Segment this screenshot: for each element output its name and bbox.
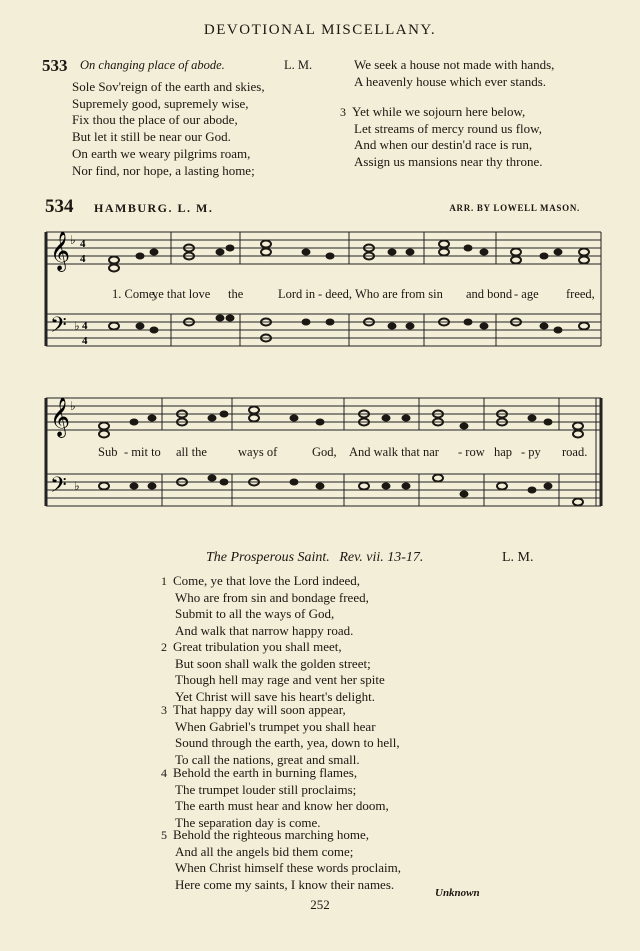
bass-clef-icon: 𝄢 [50,313,67,343]
lyric-syllable: Who are from sin [355,287,443,301]
verse-line: But soon shall walk the golden street; [175,655,371,671]
svg-text:4: 4 [80,238,86,250]
verse-line: The separation day is come. [175,814,321,830]
lyric-syllable: And walk that nar [349,445,439,459]
verse-line: The trumpet louder still proclaims; [175,781,357,797]
verse-line: But let it still be near our God. [72,128,231,144]
verse-line: Great tribulation you shall meet, [173,639,342,654]
hymn-533-meter: L. M. [284,58,313,72]
verse-number: 3 [340,105,346,119]
treble-clef-icon: 𝄞 [50,231,71,271]
verse-line: Assign us mansions near thy throne. [354,153,543,169]
scripture-reference: Rev. vii. 13-17. [339,550,424,565]
verse-line: When Gabriel's trumpet you shall hear [175,718,376,734]
verse-line: On earth we weary pilgrims roam, [72,146,251,161]
verse-line: Come, ye that love the Lord indeed, [173,573,361,588]
verse-line: To call the nations, great and small. [175,751,360,767]
lyric-syllable: - age [514,287,539,301]
verse-number: 4 [161,766,167,780]
verse-line: Behold the righteous marching home, [173,827,370,842]
lyric-syllable: freed, [566,287,595,301]
svg-text:4: 4 [80,253,86,265]
hymn-534-verse-4 [161,765,389,831]
verse-number: 1 [161,574,167,588]
verse-line: A heavenly house which ever stands. [354,73,547,89]
bass-clef-icon: 𝄢 [50,473,67,503]
verse-number: 2 [161,640,167,654]
hymn-533-verse-2 [58,146,255,179]
verse-line: Who are from sin and bondage freed, [175,589,369,605]
hymn-534-verse-2 [161,639,385,705]
verse-line: Supremely good, supremely wise, [72,95,249,111]
flat-icon: ♭ [70,399,76,413]
flat-icon: ♭ [70,233,76,247]
lyric-syllable: ways of [238,445,278,459]
hymn-534-verse-3 [161,702,400,768]
verse-line: And all the angels bid them come; [175,843,354,859]
verse-number: 3 [161,703,167,717]
treble-clef-icon: 𝄞 [50,397,71,437]
lyric-syllable: the [228,287,244,301]
lyric-syllable: road. [562,445,588,459]
tune-name: HAMBURG. L. M. [94,201,214,215]
flat-icon: ♭ [74,319,80,333]
hymn-534-meter: L. M. [502,550,534,565]
svg-text:4: 4 [82,320,88,332]
verse-line: The earth must hear and know her doom, [175,798,389,814]
lyric-syllable: 1. Come, [112,287,158,301]
flat-icon: ♭ [74,479,80,493]
verse-line: That happy day will soon appear, [173,702,346,717]
verse-line: Yet Christ will save his heart's delight. [175,688,375,704]
hymn-534-title-line [206,550,423,566]
hymn-533-number: 533 [42,56,68,75]
lyric-syllable: Sub [98,445,118,459]
verse-line: And walk that narrow happy road. [175,622,354,638]
verse-line: Yet while we sojourn here below, [352,104,526,119]
verse-line: Behold the earth in burning flames, [173,765,358,780]
author-credit: Unknown [435,887,480,899]
hymn-534-number: 534 [45,196,74,217]
verse-line: We seek a house not made with hands, [354,57,555,72]
hymn-533-verse-2-cont [340,57,554,90]
verse-line: When Christ himself these words proclaim, [175,860,402,876]
lyric-syllable: - mit to [124,445,161,459]
verse-line: Submit to all the ways of God, [175,606,335,622]
lyric-syllable: - py [521,445,541,459]
lyric-syllable: - deed, [318,287,353,301]
verse-line: And when our destin'd race is run, [354,137,533,153]
page-number: 252 [310,897,330,912]
hymn-534-title: The Prosperous Saint. [206,550,330,565]
hymn-534-verse-5 [161,827,401,893]
lyric-syllable: Lord in [278,287,316,301]
hymn-533-title: On changing place of abode. [80,58,225,72]
verse-line: Sound through the earth, yea, down to hell, [175,735,400,751]
verse-number: 5 [161,828,167,842]
hymn-533-verse-3 [340,104,542,170]
lyric-syllable: God, [312,445,337,459]
verse-line: Sole Sov'reign of the earth and skies, [72,79,265,94]
lyric-syllable: all the [176,445,207,459]
verse-line: Nor find, nor hope, a lasting home; [72,162,255,178]
hymn-533-verse-1 [58,79,265,145]
lyric-syllable: and bond [466,287,513,301]
verse-line: Here come my saints, I know their names. [175,876,395,892]
verse-line: Let streams of mercy round us flow, [354,120,542,136]
lyric-syllable: - row [458,445,485,459]
verse-line: Though hell may rage and vent her spite [175,672,385,688]
lyric-syllable: ye that love [152,287,211,301]
verse-line: Fix thou the place of our abode, [72,112,238,128]
hymn-534-verse-1 [161,573,369,639]
arranger-credit: ARR. BY LOWELL MASON. [449,203,580,213]
lyric-syllable: hap [494,445,513,459]
svg-text:4: 4 [82,335,88,347]
page-header: DEVOTIONAL MISCELLANY. [203,22,437,38]
